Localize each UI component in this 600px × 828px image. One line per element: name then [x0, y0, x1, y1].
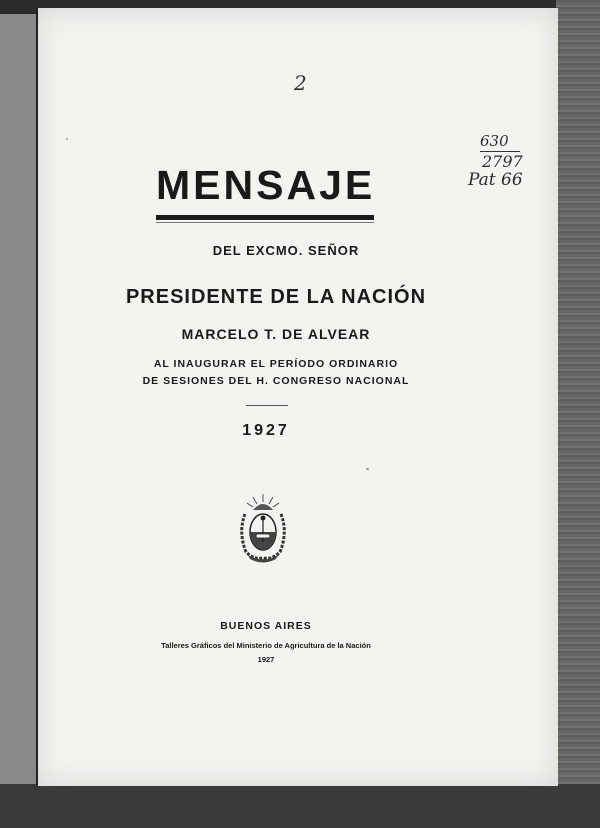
document-subtitle: DEL EXCMO. SEÑOR: [212, 243, 360, 258]
argentina-coat-of-arms-icon: [236, 492, 290, 566]
occasion-line-1: AL INAUGURAR EL PERÍODO ORDINARIO: [153, 358, 399, 370]
document-year: 1927: [242, 422, 290, 439]
title-underline: [156, 215, 374, 220]
separator-rule: [246, 405, 288, 406]
paper-speck: [66, 138, 68, 140]
scan-border-right: [556, 0, 600, 828]
title-underline-thin: [156, 222, 374, 223]
page-binding-edge: [36, 8, 38, 786]
catalog-note-3: Pat 66: [468, 170, 523, 190]
paper-speck: [366, 468, 369, 470]
president-name: MARCELO T. DE ALVEAR: [181, 326, 371, 342]
scan-border-bottom: [0, 784, 600, 828]
cover-page: [36, 8, 558, 786]
handwritten-catalog-notes: [468, 132, 548, 190]
imprint-city: BUENOS AIRES: [220, 620, 312, 632]
handwritten-page-number: 2: [294, 71, 307, 95]
imprint-printer: Talleres Gráficos del Ministerio de Agricultura de la Nación: [161, 641, 371, 650]
catalog-note-1: 630: [480, 132, 520, 152]
occasion-line-2: DE SESIONES DEL H. CONGRESO NACIONAL: [142, 375, 410, 387]
office-heading: PRESIDENTE DE LA NACIÓN: [125, 286, 427, 308]
document-title: MENSAJE: [156, 162, 376, 208]
catalog-note-2: 2797: [482, 152, 523, 171]
imprint-year: 1927: [257, 655, 275, 664]
